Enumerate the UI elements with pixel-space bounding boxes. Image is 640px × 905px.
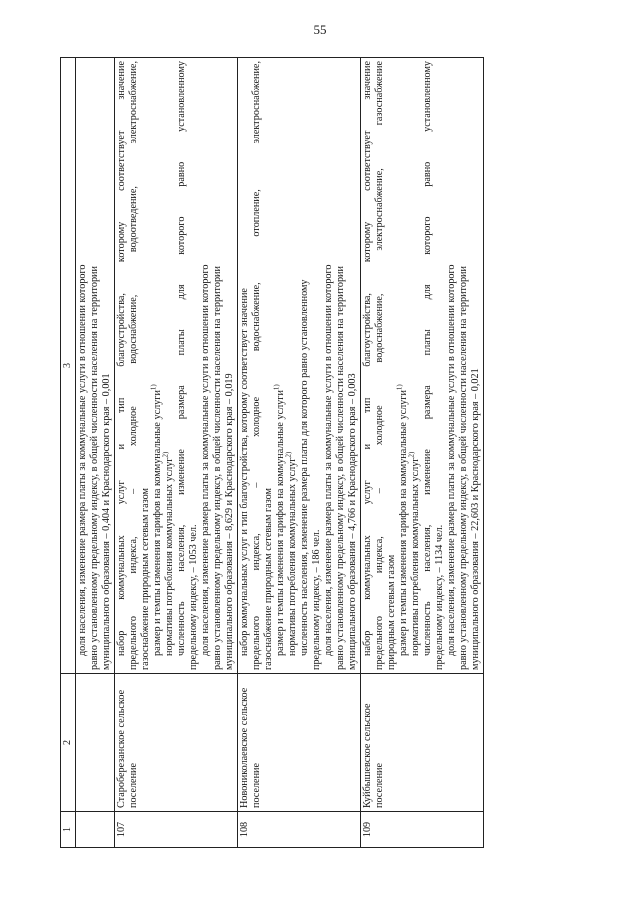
description-line-text: набор коммунальных услуг и тип благоустройства, которому соответствует значение	[239, 288, 250, 656]
description-line	[128, 61, 140, 670]
description-line	[362, 61, 374, 670]
description-line-text: размер и темпы изменения тарифов на коммунальные услуги	[275, 390, 286, 656]
description-line	[140, 61, 152, 670]
description-line	[284, 61, 299, 670]
description-line-text: предельного индекса, – холодное водоснабжение, электроснабжение, газоснабжение	[374, 61, 385, 670]
description-line-text: размер и темпы изменения тарифов на коммунальные услуги	[398, 390, 409, 656]
description-line-text: равно установленному предельному индексу, в общей численности населения на территории	[458, 266, 469, 670]
header-col-2: 2	[61, 674, 76, 812]
continuation-text-cell	[76, 58, 115, 674]
description-cell	[115, 58, 238, 674]
row-number: 107	[115, 812, 238, 848]
description-line-text: набор коммунальных услуг и тип благоустройства, которому соответствует значение	[116, 61, 127, 656]
continuation-line: доля населения, изменение размера платы за коммунальные услуги в отношении которого	[77, 264, 88, 656]
description-line	[224, 61, 236, 670]
continuation-name-cell	[76, 674, 115, 812]
header-col-3: 3	[61, 58, 76, 674]
description-line-text: численность населения, изменение размера платы для которого равно установленному	[176, 61, 187, 656]
description-line-text: набор коммунальных услуг и тип благоустройства, которому соответствует значение	[362, 61, 373, 656]
description-line-text: равно установленному предельному индексу, в общей численности населения на территории	[335, 266, 346, 670]
description-line-text: равно установленному предельному индексу, в общей численности населения на территории	[212, 266, 223, 670]
description-line-text: доля населения, изменение размера платы за коммунальные услуги в отношении которого	[446, 264, 457, 656]
description-line	[347, 61, 359, 670]
settlement-name: Новониколаевское сельское поселение	[238, 674, 361, 812]
footnote-marker: 1)	[272, 384, 281, 391]
continuation-row	[76, 58, 115, 848]
description-line-text: предельному индексу, – 186 чел.	[311, 529, 322, 670]
row-number: 108	[238, 812, 361, 848]
description-line	[212, 61, 224, 670]
description-line	[386, 61, 398, 670]
description-line	[272, 61, 287, 670]
footnote-marker: 2)	[407, 451, 416, 458]
description-line-text: нормативы потребления коммунальных услуг	[164, 457, 175, 656]
description-line-text: нормативы потребления коммунальных услуг	[410, 457, 421, 656]
description-line-text: предельного индекса, – холодное водоснабжение, отопление, электроснабжение,	[251, 61, 262, 670]
description-line	[188, 61, 200, 670]
continuation-line: равно установленному предельному индексу, в общей численности населения на территории	[89, 266, 100, 670]
table-row	[361, 58, 484, 848]
description-line	[176, 61, 188, 670]
description-line-text: предельного индекса, – холодное водоснабжение, водоотведение, электроснабжение,	[128, 61, 139, 670]
description-line	[149, 61, 164, 670]
footnote-marker: 1)	[395, 384, 404, 391]
data-table	[60, 57, 484, 848]
description-line	[239, 61, 251, 670]
description-line	[200, 61, 212, 670]
table-row	[238, 58, 361, 848]
description-line	[374, 61, 386, 670]
description-line-text: муниципального образования – 22,603 и Краснодарского края – 0,021	[470, 368, 481, 670]
description-line	[458, 61, 470, 670]
continuation-line: муниципального образования – 0,404 и Краснодарского края – 0,001	[101, 373, 112, 670]
description-cell	[361, 58, 484, 674]
table-row	[115, 58, 238, 848]
description-line	[161, 61, 176, 670]
footnote-marker: 2)	[161, 451, 170, 458]
description-line	[323, 61, 335, 670]
description-line	[251, 61, 263, 670]
settlement-name: Куйбышевское сельское поселение	[361, 674, 484, 812]
description-line-text: газоснабжение природным сетевым газом	[140, 487, 151, 670]
row-number: 109	[361, 812, 484, 848]
page-number: 55	[313, 22, 327, 37]
continuation-num-cell	[76, 812, 115, 848]
description-line-text: численность населения, изменение размера платы для которого равно установленному	[422, 61, 433, 656]
settlement-name: Староберезанское сельское поселение	[115, 674, 238, 812]
description-line-text: муниципального образования – 8,629 и Краснодарского края – 0,019	[224, 373, 235, 670]
description-line-text: доля населения, изменение размера платы за коммунальные услуги в отношении которого	[323, 264, 334, 656]
description-line	[335, 61, 347, 670]
description-line-text: газоснабжение природным сетевым газом	[263, 487, 274, 670]
description-line	[422, 61, 434, 670]
description-line-text: муниципального образования – 4,766 и Краснодарского края – 0,003	[347, 373, 358, 670]
description-line	[395, 61, 410, 670]
description-line	[311, 61, 323, 670]
description-line	[470, 61, 482, 670]
description-line	[299, 61, 311, 670]
header-col-1: 1	[61, 812, 76, 848]
description-cell	[238, 58, 361, 674]
description-line	[446, 61, 458, 670]
description-line	[407, 61, 422, 670]
description-line-text: нормативы потребления коммунальных услуг	[287, 457, 298, 656]
footnote-marker: 2)	[284, 451, 293, 458]
description-line	[434, 61, 446, 670]
description-line-text: предельному индексу, – 1134 чел.	[434, 524, 445, 670]
header-row	[61, 58, 76, 848]
description-line-text: доля населения, изменение размера платы за коммунальные услуги в отношении которого	[200, 264, 211, 656]
description-line-text: природным сетевым газом	[386, 554, 397, 670]
description-line	[116, 61, 128, 670]
description-line-text: предельному индексу, – 1053 чел.	[188, 524, 199, 670]
footnote-marker: 1)	[149, 384, 158, 391]
rotated-table-container	[60, 58, 630, 848]
description-line-text: численность населения, изменение размера платы для которого равно установленному	[299, 279, 310, 656]
description-line	[263, 61, 275, 670]
description-line-text: размер и темпы изменения тарифов на коммунальные услуги	[152, 390, 163, 656]
